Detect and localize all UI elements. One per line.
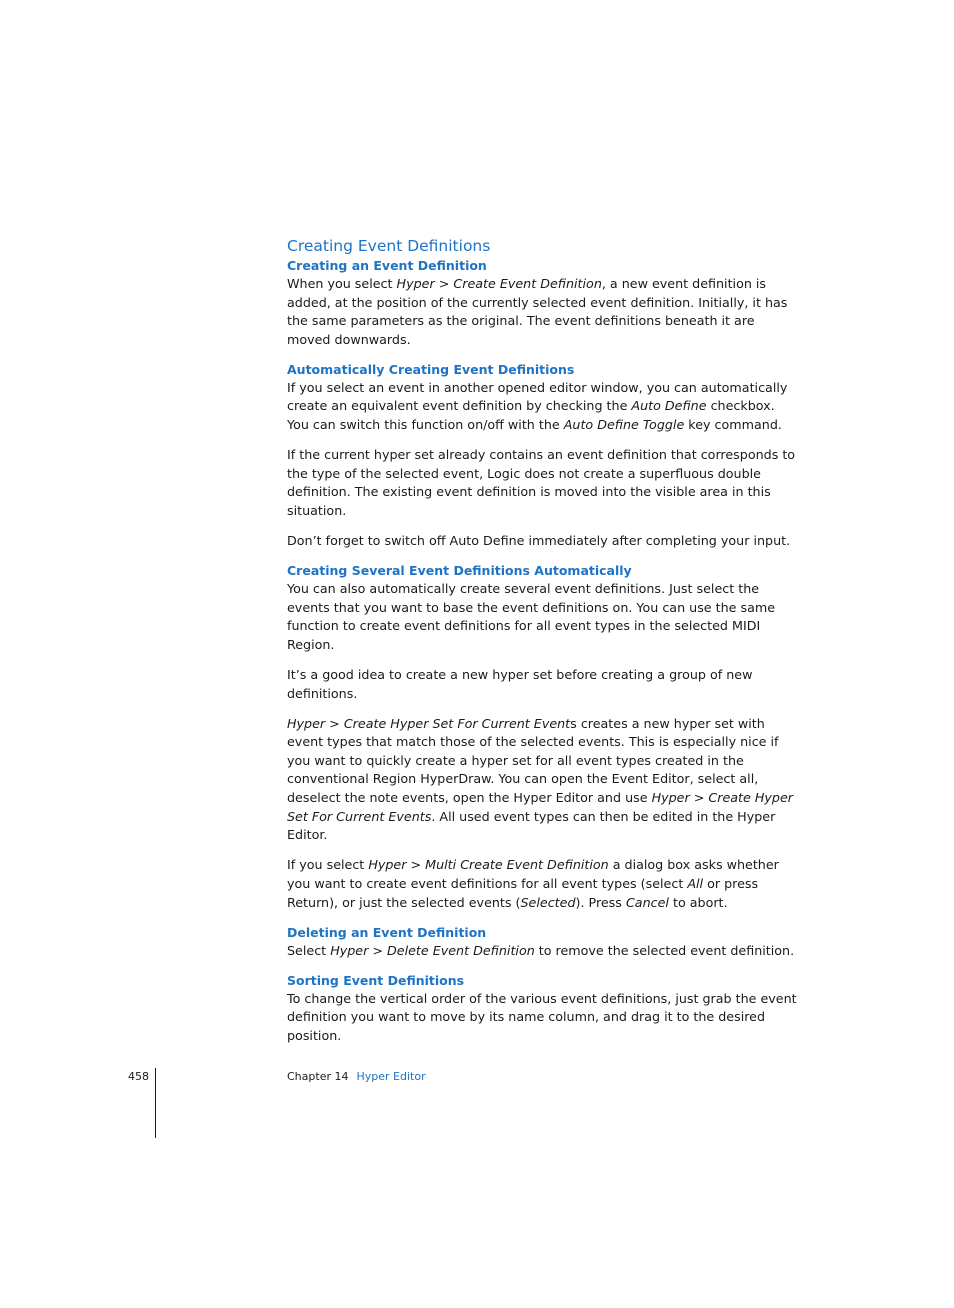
text-run: If the current hyper set already contains an event definition that corresponds to the type of the selected event, Logic does not create a superfluous double definition. The existing event definition is moved into the visible area in this situation.: [287, 447, 796, 518]
chapter-label: Chapter 14: [287, 1070, 349, 1083]
text-run: It’s a good idea to create a new hyper set before creating a group of new definitions.: [287, 667, 753, 701]
italic-text-run: Hyper > Multi Create Event Definition: [368, 857, 609, 873]
body-paragraph: [287, 580, 799, 654]
italic-text-run: Hyper > Delete Event Definition: [330, 942, 535, 958]
text-run: To change the vertical order of the various event definitions, just grab the event definition you want to move by its name column, and drag it to the desired position.: [287, 990, 797, 1043]
text-run: checkbox. You can switch this function on/off with the: [287, 398, 775, 433]
italic-text-run: Auto Define Toggle: [563, 417, 685, 433]
italic-text-run: Hyper > Create Hyper Set For Current Events: [287, 790, 793, 824]
subsection-heading: Deleting an Event Definition: [287, 924, 487, 940]
italic-text-run: Hyper > Create Hyper Set For Current Event: [287, 715, 571, 731]
text-run: to remove the selected event definition.: [534, 942, 795, 958]
subsection-heading: Creating an Event Definition: [287, 258, 487, 273]
text-run: or press Return), or just the selected events (: [287, 875, 759, 910]
body-paragraph: [287, 532, 799, 551]
chapter-title: Hyper Editor: [356, 1070, 426, 1083]
section-title: Creating Event Definitions: [287, 237, 491, 255]
subsection-heading: Creating Several Event Definitions Automatically: [287, 563, 632, 579]
page-number: 458: [128, 1070, 149, 1083]
text-run: a dialog box asks whether you want to create event definitions for all event types (select: [287, 857, 779, 891]
text-run: . All used event types can then be edited in the Hyper Editor.: [287, 808, 776, 843]
body-paragraph: [287, 379, 799, 435]
body-paragraph: [287, 446, 799, 520]
body-paragraph: [287, 715, 799, 845]
document-body: [287, 236, 799, 1046]
text-run: , a new event definition is added, at the position of the currently selected event definition. Initially, it has the same parameters as the original. The event definitions beneath it are moved downwards.: [287, 276, 788, 347]
text-run: s creates a new hyper set with event types that match those of the selected events. This is especially nice if you want to quickly create a hyper set for all event types created in the conventional Region HyperDraw. You can open the Event Editor, select all, deselect the note events, open the Hyper Editor and use: [287, 715, 779, 806]
subsection-heading: Sorting Event Definitions: [287, 972, 465, 988]
text-run: If you select an event in another opened editor window, you can automatically create an equivalent event definition by checking the: [287, 379, 788, 414]
body-paragraph: [287, 990, 799, 1046]
italic-text-run: Cancel: [625, 894, 669, 910]
text-run: Don’t forget to switch off Auto Define immediately after completing your input.: [287, 533, 791, 549]
body-paragraph: [287, 856, 799, 912]
text-run: When you select: [287, 276, 397, 291]
italic-text-run: All: [687, 875, 704, 891]
sections-container: [287, 257, 799, 1046]
italic-text-run: Selected: [520, 894, 576, 910]
text-run: to abort.: [668, 894, 728, 910]
text-run: Select: [287, 942, 331, 958]
text-run: ). Press: [575, 894, 626, 910]
footer-chapter: [287, 1069, 426, 1085]
italic-text-run: Hyper > Create Event Definition: [396, 276, 602, 291]
footer-divider: [155, 1068, 156, 1138]
text-run: You can also automatically create several event definitions. Just select the events that you want to base the event definitions on. You can use the same function to create event definitions for all event types in the selected MIDI Region.: [287, 581, 776, 652]
body-paragraph: [287, 666, 799, 703]
text-run: key command.: [684, 417, 782, 433]
italic-text-run: Auto Define: [631, 398, 707, 414]
text-run: If you select: [287, 857, 369, 873]
body-paragraph: [287, 275, 799, 349]
body-paragraph: [287, 942, 799, 961]
subsection-heading: Automatically Creating Event Definitions: [287, 361, 575, 377]
